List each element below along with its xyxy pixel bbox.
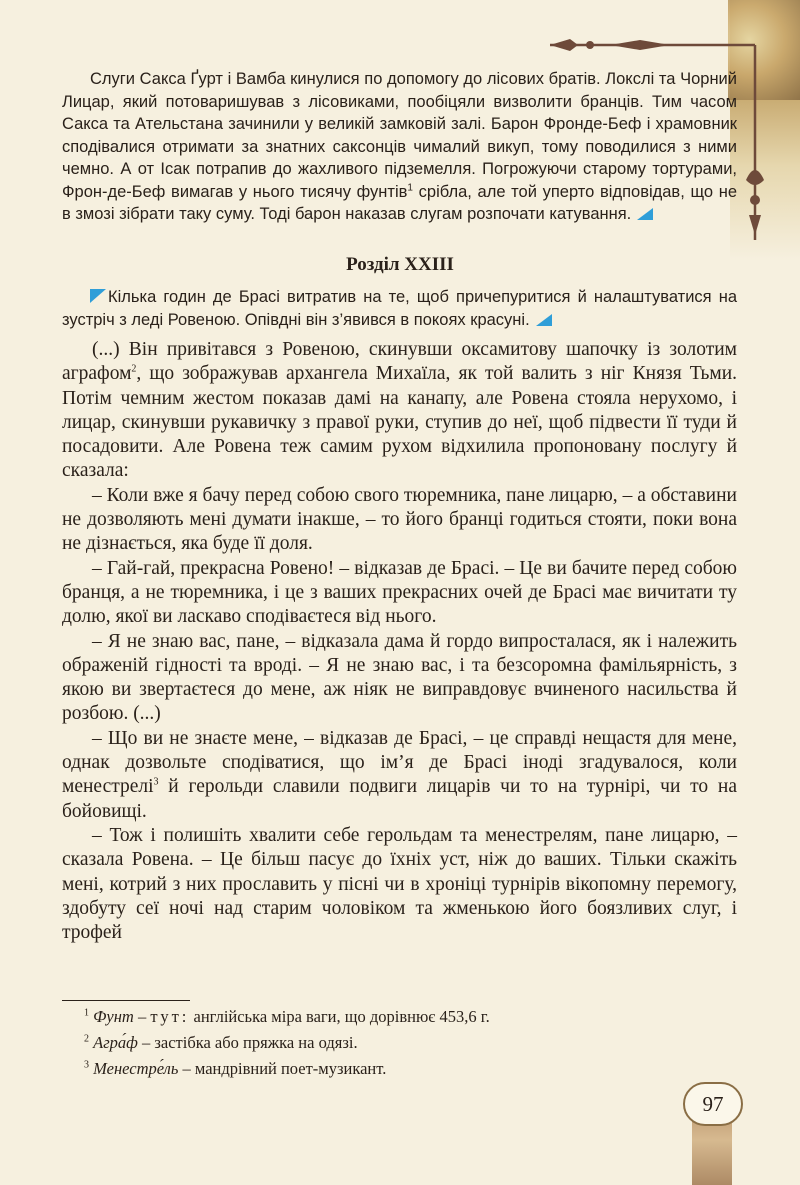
chapter-intro <box>62 286 737 331</box>
chapter-title: Розділ XXIII <box>346 254 454 275</box>
paragraph: – Коли вже я бачу перед собою свого тюремника, пане лицарю, – а обставини не дозволяють мені думати інакше, – то його бранці годиться стояти, поки вона не дізнається, яка буде її доля. <box>62 484 737 555</box>
summary-text-end: срібла, але той уперто відповідав, що не в змозі зібрати таку суму. Тоді барон наказав слугам розпочати катування. <box>62 182 737 223</box>
paragraph: – Що ви не знаєте мене, – відказав де Брасі, – це справді нещастя для мене, однак дозвольте сподіватися, що ім’я де Брасі іноді згадувалося, коли менестрелі$^3$ й герольди славили подвиги лицарів чи то на турнірі, чи то на бойовищі. <box>62 727 737 822</box>
paragraph: – Я не знаю вас, пане, – відказала дама й гордо випросталася, як і належить ображеній гідності та вроді. – Я не знаю вас, і та безсоромна фамільярність, з якою ви звертаєтеся до мене, аж ніяк не виправдовує вчиненого насильства й розбою. (...) <box>62 630 737 725</box>
paragraph: – Тож і полишіть хвалити себе герольдам та менестрелям, пане лицарю, – сказала Ровена. – Це більш пасує до їхніх уст, ніж до ваших. Тільки скажіть мені, котрий з них прославить у пісні чи в хроніці турнірів вікопомну перемогу, здобуту сеї ночі над старим чоловіком та жменькою його боязливих слуг, і трофей <box>62 824 737 944</box>
main-text <box>62 338 737 945</box>
section-start-marker-icon <box>90 289 106 303</box>
chapter-summary <box>62 68 737 226</box>
footnote-ref[interactable]: 1 <box>407 182 413 193</box>
section-end-marker-icon <box>536 314 552 326</box>
section-end-marker-icon <box>637 208 653 220</box>
footnote: $^3$ Менестре́ль – мандрівний поет-музикант. <box>84 1059 387 1078</box>
footnote-ref[interactable]: 2 <box>131 363 137 375</box>
footnotes <box>62 1004 737 1082</box>
summary-paragraph <box>62 68 737 226</box>
footnote: $^2$ Агра́ф – застібка або пряжка на одязі. <box>84 1033 358 1052</box>
paragraph: – Гай-гай, прекрасна Ровено! – відказав де Брасі. – Це ви бачите перед собою бранця, а не тюремника, і це з ваших прекрасних очей де Брасі має вичитати ту долю, якої ви ласкаво сподіваєтеся від нього. <box>62 557 737 628</box>
paragraph: (...) Він привітався з Ровеною, скинувши оксамитову шапочку із золотим аграфом$^2$, що зображував архангела Михаїла, як той валить з ніг Князя Тьми. Потім чемним жестом показав дамі на канапу, але Ровена стояла нерухомо, і лицар, скинувши рукавичку з правої руки, ступив до неї, щоб підвести її туди й посадовити. Але Ровена теж самим рухом відхилила пропоновану послугу й сказала: <box>62 339 737 482</box>
footnote-ref[interactable]: 3 <box>153 776 159 788</box>
page-number: 97 <box>683 1082 743 1126</box>
intro-paragraph <box>62 286 737 331</box>
intro-text: Кілька годин де Брасі витратив на те, щоб причепуритися й налаштуватися на зустріч з леді Ровеною. Опівдні він з’явився в покоях красуні. <box>62 288 737 329</box>
footnote-divider <box>62 1000 190 1001</box>
summary-text: Слуги Сакса Ґурт і Вамба кинулися по допомогу до лісових братів. Локслі та Чорний Лицар, який потоваришував з лісовиками, пообіцяли визволити бранців. Тим часом Сакса та Ательстана зачинили у великій замковій залі. Барон Фронде-Беф і храмовник сподівалися отримати за знатних саксонців чималий викуп, тому поводилися з ними чемно. А от Ісак потрапив до жахливого підземелля. Погрожуючи старому тортурами, Фрон-де-Беф вимагав у нього тисячу фунтів <box>62 70 737 201</box>
footnote: $^1$ Фунт – тут: англійська міра ваги, що дорівнює 453,6 г. <box>84 1007 490 1026</box>
